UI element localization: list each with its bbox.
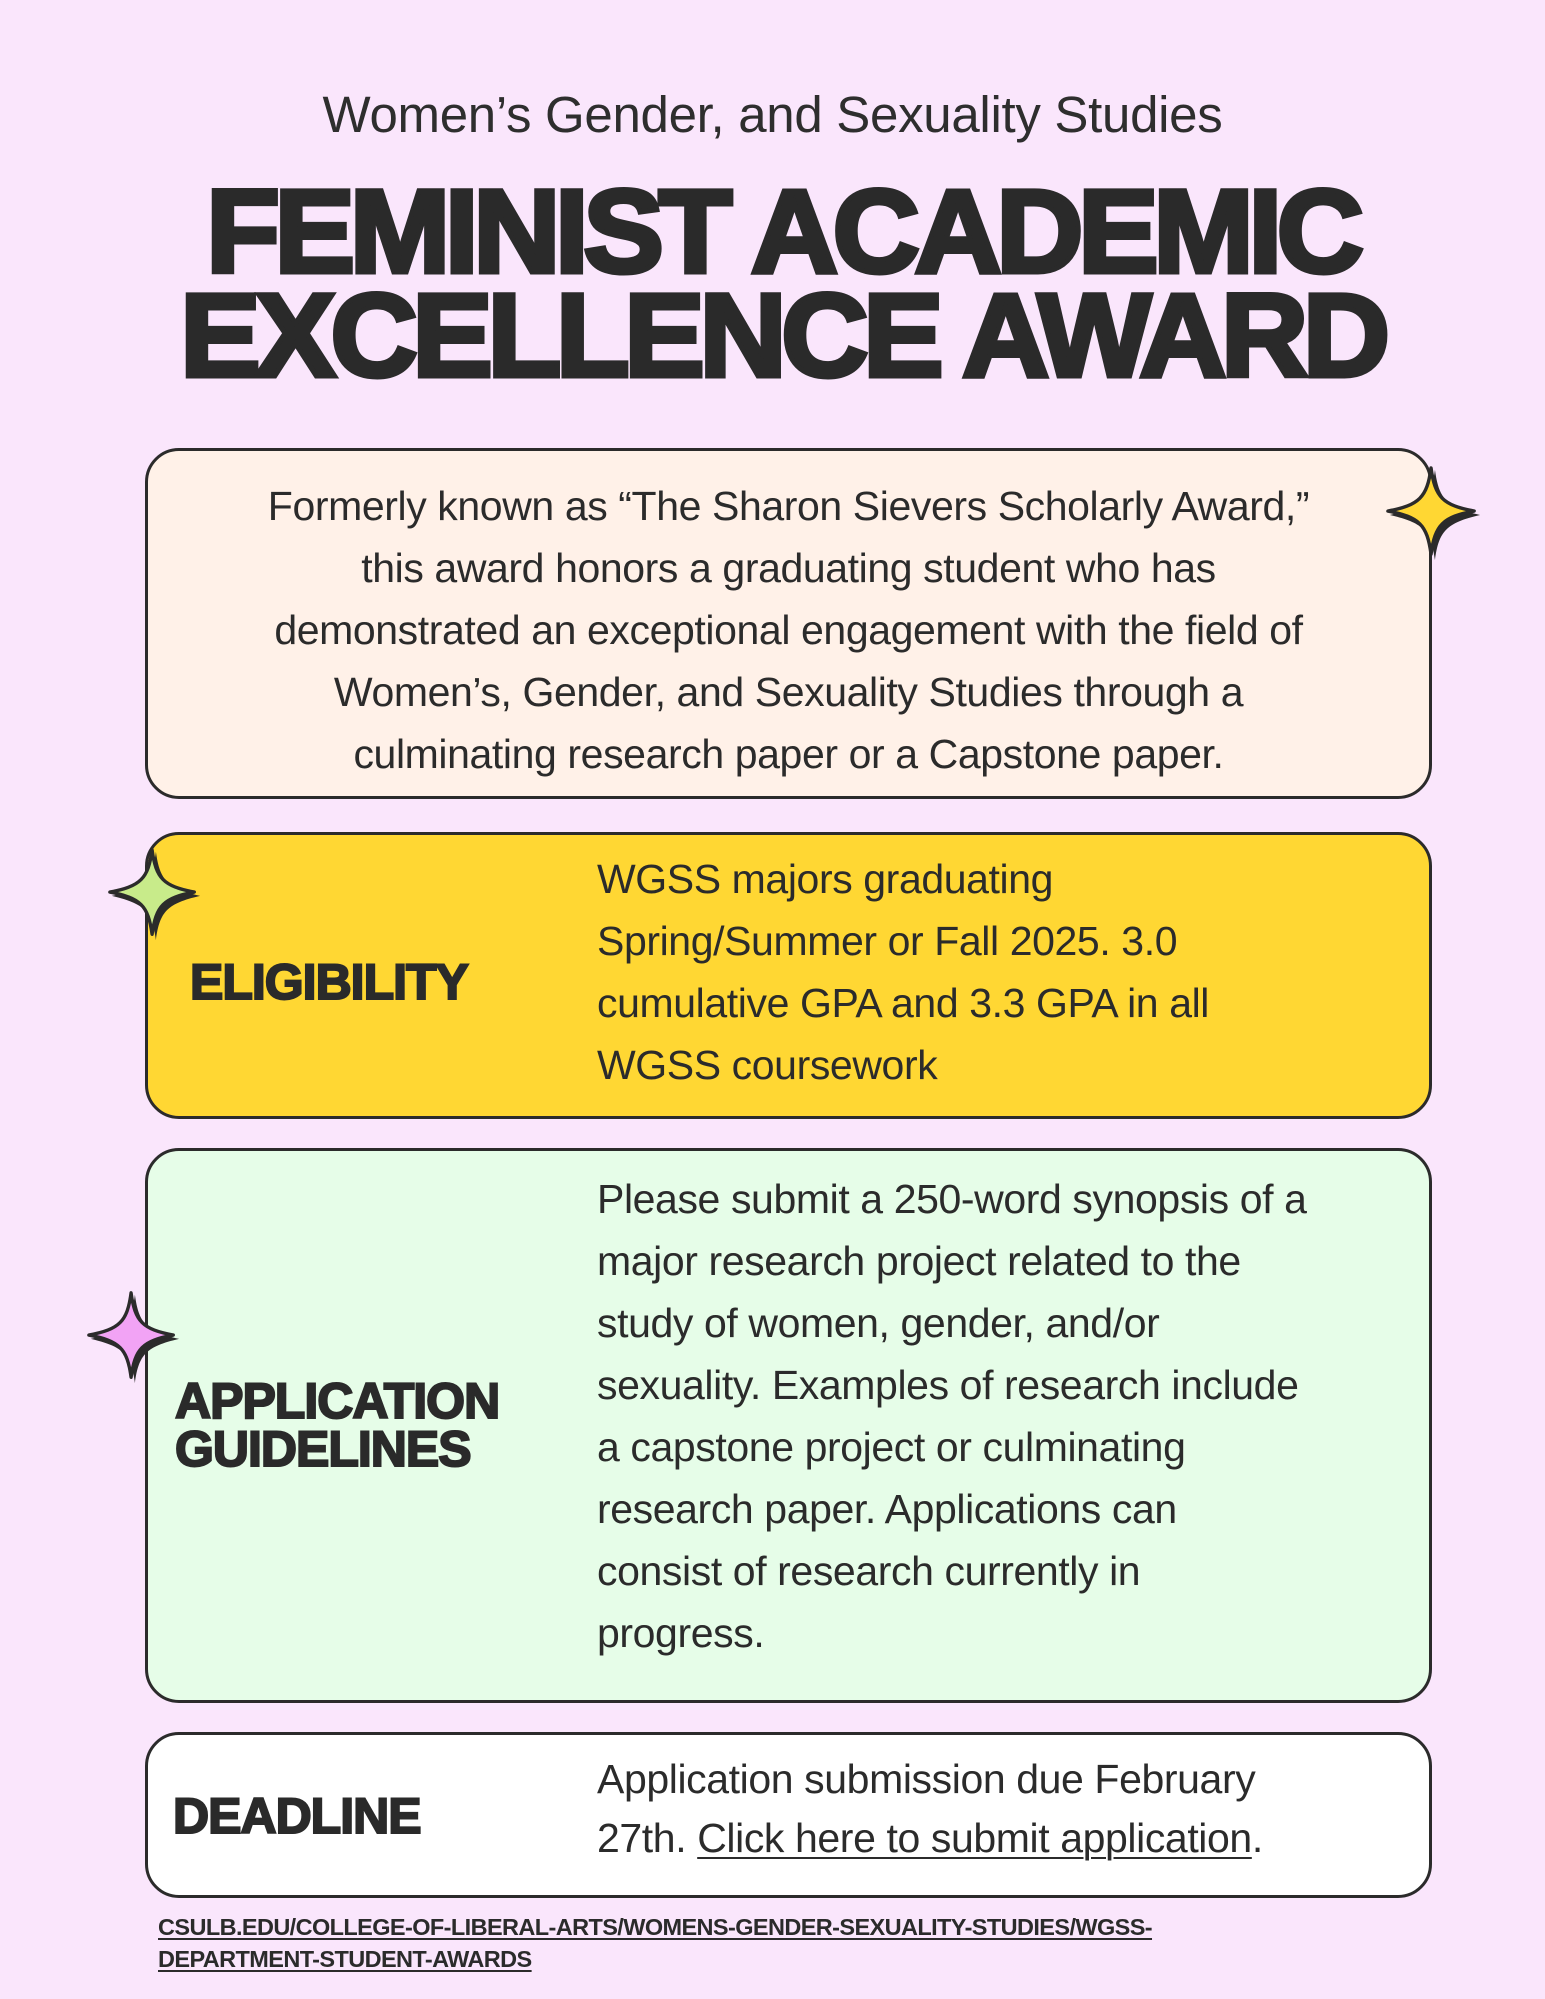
description-line: Formerly known as “The Sharon Sievers Scholarly Award,” — [267, 483, 1310, 529]
guidelines-line: major research project related to the — [597, 1238, 1241, 1284]
description-line: culminating research paper or a Capstone paper. — [353, 731, 1224, 777]
description-line: this award honors a graduating student who has — [361, 545, 1216, 591]
deadline-card — [145, 1732, 1432, 1898]
guidelines-heading-line: APPLICATION — [175, 1373, 500, 1429]
eligibility-text — [597, 848, 1417, 1096]
guidelines-line: research paper. Applications can — [597, 1486, 1177, 1532]
description-line: Women’s, Gender, and Sexuality Studies through a — [333, 669, 1244, 715]
department-subtitle: Women’s Gender, and Sexuality Studies — [322, 86, 1223, 143]
yellow-sparkle-icon — [1384, 464, 1482, 562]
eligibility-card — [145, 832, 1432, 1119]
page-title — [0, 166, 1545, 402]
guidelines-line: a capstone project or culminating — [597, 1424, 1186, 1470]
description-line: demonstrated an exceptional engagement with the field of — [274, 607, 1303, 653]
pink-sparkle-icon — [85, 1289, 181, 1385]
awards-url-link[interactable] — [158, 1911, 1458, 1975]
guidelines-line: consist of research currently in — [597, 1548, 1141, 1594]
deadline-line — [597, 1809, 1417, 1868]
eligibility-line: Spring/Summer or Fall 2025. 3.0 — [597, 918, 1178, 964]
deadline-period: . — [1251, 1815, 1263, 1861]
title-line-1: FEMINIST ACADEMIC — [206, 166, 1359, 298]
title-line-2: EXCELLENCE AWARD — [180, 270, 1385, 402]
guidelines-line: study of women, gender, and/or — [597, 1300, 1160, 1346]
eligibility-line: cumulative GPA and 3.3 GPA in all — [597, 980, 1210, 1026]
guidelines-text — [597, 1168, 1417, 1664]
description-text — [148, 475, 1429, 785]
guidelines-line: progress. — [597, 1610, 765, 1656]
deadline-heading: DEADLINE — [173, 1788, 421, 1844]
deadline-date-text: 27th. — [597, 1815, 698, 1861]
eligibility-line: WGSS coursework — [597, 1042, 938, 1088]
guidelines-heading-line: GUIDELINES — [175, 1421, 471, 1477]
application-guidelines-card — [145, 1148, 1432, 1703]
deadline-text — [597, 1750, 1417, 1868]
description-card — [145, 448, 1432, 799]
guidelines-line: sexuality. Examples of research include — [597, 1362, 1299, 1408]
eligibility-line: WGSS majors graduating — [597, 856, 1054, 902]
deadline-line: Application submission due February — [597, 1756, 1256, 1802]
guidelines-heading — [175, 1373, 500, 1477]
url-line[interactable]: DEPARTMENT-STUDENT-AWARDS — [158, 1946, 532, 1972]
submit-application-link[interactable]: Click here to submit application — [697, 1815, 1252, 1861]
eligibility-heading: ELIGIBILITY — [190, 954, 468, 1010]
green-sparkle-icon — [106, 846, 202, 942]
guidelines-line: Please submit a 250-word synopsis of a — [597, 1176, 1307, 1222]
url-line[interactable]: CSULB.EDU/COLLEGE-OF-LIBERAL-ARTS/WOMENS-GENDER-SEXUALITY-STUDIES/WGSS- — [158, 1914, 1153, 1940]
